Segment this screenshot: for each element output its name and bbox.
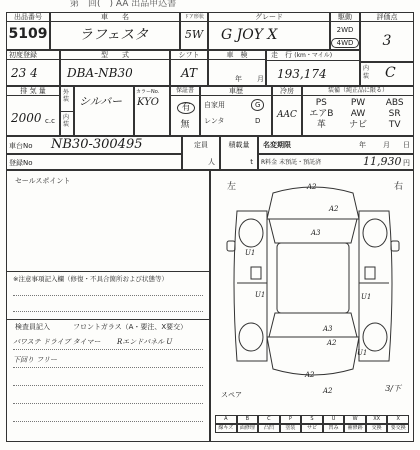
history-private: 自家用 <box>204 101 225 109</box>
equip-aw: AW <box>350 109 366 119</box>
history-rental: レンタ <box>204 117 225 125</box>
legend-meaning-c: 凸凹 <box>258 424 280 433</box>
legend-code-u: U <box>323 415 345 424</box>
right-side-label: 右 <box>393 182 403 192</box>
type-label: 型 式 <box>61 51 169 60</box>
legend-code-b: B <box>237 415 259 424</box>
recycle-value: 11,930 <box>363 155 402 168</box>
left-side-label: 左 <box>227 182 237 192</box>
legend-meaning-u: 凹み <box>323 424 345 433</box>
score-value: 3 <box>382 33 392 49</box>
recycle-label: R料金 未預託・預託済 <box>261 159 322 166</box>
equip-sr: SR <box>388 109 401 119</box>
color-type-col <box>60 86 74 136</box>
color-box <box>74 86 134 136</box>
sheet-title: 第 回( ) AA 出品申込書 <box>70 0 177 9</box>
insp-year-label: 年 <box>235 75 242 83</box>
interior-score-value: C <box>385 65 396 81</box>
pillar-right-b <box>365 267 375 279</box>
doors-value: 5W <box>184 28 204 41</box>
lot-number: 5109 <box>8 26 48 42</box>
equip-tv: TV <box>388 120 401 130</box>
name-change-label: 名変期限 <box>263 141 291 149</box>
car-diagram <box>211 171 415 403</box>
damage-mark-rear-bumper-2: A2 <box>323 387 333 395</box>
legend-code-s: S <box>301 415 323 424</box>
pillar-left-b <box>251 267 261 279</box>
equip-navi: ナビ <box>348 120 367 130</box>
legend-meaning-a: 線キズ <box>215 424 237 433</box>
mileage-unit: (km・マイル) <box>294 52 333 59</box>
color-no-value: KYO <box>137 97 160 108</box>
notes-label: ※注意事項記入欄（修復・不具合箇所および状態等） <box>13 275 168 283</box>
inspector-line-1 <box>13 349 203 350</box>
rear-bumper-outline <box>267 337 359 375</box>
damage-mark-right-door: U1 <box>361 293 372 301</box>
inspector-note-2: Rエンドパネル U <box>117 338 173 346</box>
grade-label: グレード <box>209 13 329 22</box>
sales-point-label: セールスポイント <box>15 177 71 185</box>
legend-code-p: P <box>280 415 302 424</box>
lot-label: 出品番号 <box>7 13 49 22</box>
shift-box <box>170 50 208 86</box>
windshield-label: フロントガラス（A・要注、X要交） <box>73 323 188 331</box>
mileage-box <box>266 50 360 86</box>
model-label: 車 名 <box>51 13 179 22</box>
mirror-right <box>391 241 399 251</box>
model-name: ラフェスタ <box>79 27 149 43</box>
history-g-circled: G <box>251 99 264 111</box>
model-box <box>50 12 180 50</box>
load-label: 積載量 <box>228 141 250 149</box>
drive-box <box>330 12 360 50</box>
wheel-left-rear <box>239 323 263 351</box>
chassis-box <box>6 136 182 154</box>
damage-mark-left-front: U1 <box>245 249 256 257</box>
equip-pw: PW <box>350 98 366 108</box>
recycle-unit: 円 <box>403 159 410 167</box>
legend-code-w: W <box>344 415 366 424</box>
ac-label: 冷房 <box>273 87 301 96</box>
mileage-label: 走 行 <box>271 51 292 59</box>
legend-code-a: A <box>215 415 237 424</box>
inspector-line-3 <box>13 385 203 386</box>
equipment-label: 装備（純正品に限る） <box>303 87 413 96</box>
warranty-yes-circled: 有 <box>177 102 195 114</box>
recycle-box <box>258 154 414 170</box>
rear-glass-outline <box>269 313 357 337</box>
legend-code-x: X <box>387 415 409 424</box>
registration-box <box>6 154 182 170</box>
notes-divider <box>7 271 209 272</box>
equip-leather: 革 <box>316 120 326 130</box>
name-change-day: 日 <box>403 141 410 149</box>
legend-grid <box>215 415 409 433</box>
type-value: DBA-NB30 <box>67 66 133 80</box>
interior-score-box <box>360 62 414 86</box>
doors-label: ドア形状 <box>181 13 207 22</box>
warranty-box <box>170 86 200 136</box>
inspection-label: 車 検 <box>209 51 265 60</box>
name-change-box <box>258 136 414 154</box>
warranty-no: 無 <box>180 120 190 130</box>
wheel-left-front <box>239 219 263 247</box>
legend-meaning-p: 塗装 <box>280 424 302 433</box>
history-d: D <box>255 117 261 125</box>
damage-mark-rear-glass: A3 <box>323 325 333 333</box>
displacement-label: 排 気 量 <box>7 87 59 96</box>
hood-outline <box>267 187 359 219</box>
damage-mark-front-bumper: A2 <box>307 183 317 191</box>
inspector-line-4 <box>13 403 203 404</box>
color-no-box <box>134 86 170 136</box>
drive-4wd-circled: 4WD <box>331 38 359 48</box>
inspector-divider <box>7 319 209 320</box>
legend-meaning-s: サビ <box>301 424 323 433</box>
inspector-label: 検査員記入 <box>15 323 50 331</box>
legend-code-xx: XX <box>366 415 388 424</box>
damage-mark-windshield: A3 <box>311 229 321 237</box>
legend-meaning-b: 面修理 <box>237 424 259 433</box>
warranty-label: 保証書 <box>171 87 199 96</box>
displacement-unit: c.c <box>45 117 55 125</box>
roof-outline <box>277 243 349 313</box>
equip-abs: ABS <box>385 98 404 108</box>
inspector-note-3: 下回り フリー <box>13 356 57 364</box>
displacement-box <box>6 86 60 136</box>
chassis-value: NB30-300495 <box>51 137 143 152</box>
first-reg-label: 初度登録 <box>7 51 59 60</box>
capacity-box <box>182 136 220 170</box>
lot-box <box>6 12 50 50</box>
capacity-unit: 人 <box>208 158 215 166</box>
color-value: シルバー <box>79 95 122 108</box>
capacity-label: 定員 <box>194 141 208 149</box>
mileage-value: 193,174 <box>277 67 327 81</box>
equip-ps: PS <box>315 98 327 108</box>
damage-mark-rear-right: U1 <box>357 349 368 357</box>
chassis-label: 車台No <box>9 142 33 150</box>
legend-meaning-w: 補修跡 <box>344 424 366 433</box>
diagram-panel <box>210 170 414 442</box>
notes-line-1 <box>13 295 203 296</box>
drive-2wd: 2WD <box>336 26 354 34</box>
interior-score-label: 内装 <box>363 65 370 80</box>
damage-mark-rear: A2 <box>327 339 337 347</box>
history-label: 車歴 <box>201 87 271 96</box>
footer-note: 3/下 <box>385 384 401 393</box>
type-box <box>60 50 170 86</box>
legend-meaning-xx: 交換 <box>366 424 388 433</box>
equip-airbag: エアB <box>309 109 334 119</box>
ac-value: AAC <box>277 110 297 120</box>
legend-code-c: C <box>258 415 280 424</box>
score-box <box>360 12 414 62</box>
first-reg-box <box>6 50 60 86</box>
legend-meaning-x: 要交換 <box>387 424 409 433</box>
displacement-value: 2000 <box>11 111 42 125</box>
damage-mark-hood: A2 <box>329 205 339 213</box>
load-unit: t <box>250 158 253 166</box>
inspector-line-5 <box>13 421 203 422</box>
history-box <box>200 86 272 136</box>
shift-value: AT <box>180 66 197 80</box>
drive-label: 駆動 <box>331 13 359 22</box>
wheel-right-front <box>363 219 387 247</box>
name-change-month: 月 <box>383 141 390 149</box>
inspector-line-2 <box>13 367 203 368</box>
ac-box <box>272 86 302 136</box>
color-no-label: カラーNo. <box>136 89 160 95</box>
load-box <box>220 136 258 170</box>
inspector-note-1: パワステ ドライブ タイマー <box>13 338 101 346</box>
mirror-left <box>227 241 235 251</box>
doors-box <box>180 12 208 50</box>
damage-mark-rear-bumper: A2 <box>305 371 315 379</box>
name-change-year: 年 <box>359 141 366 149</box>
grade-value: G JOY X <box>221 27 278 43</box>
grade-box <box>208 12 330 50</box>
interior-label: 内装 <box>61 111 73 130</box>
left-panel <box>6 170 210 442</box>
notes-line-2 <box>13 311 203 312</box>
exterior-label: 外装 <box>63 89 70 103</box>
score-label: 評価点 <box>361 13 413 22</box>
equipment-box <box>302 86 414 136</box>
damage-mark-left-door: U1 <box>255 291 266 299</box>
inspection-box <box>208 50 266 86</box>
spare-label: スペア <box>221 391 242 399</box>
first-reg-value: 23 4 <box>11 66 38 80</box>
registration-label: 登録No <box>9 159 33 167</box>
wheel-right-rear <box>363 323 387 351</box>
insp-month-label: 月 <box>257 75 264 83</box>
shift-label: シフト <box>171 51 207 60</box>
